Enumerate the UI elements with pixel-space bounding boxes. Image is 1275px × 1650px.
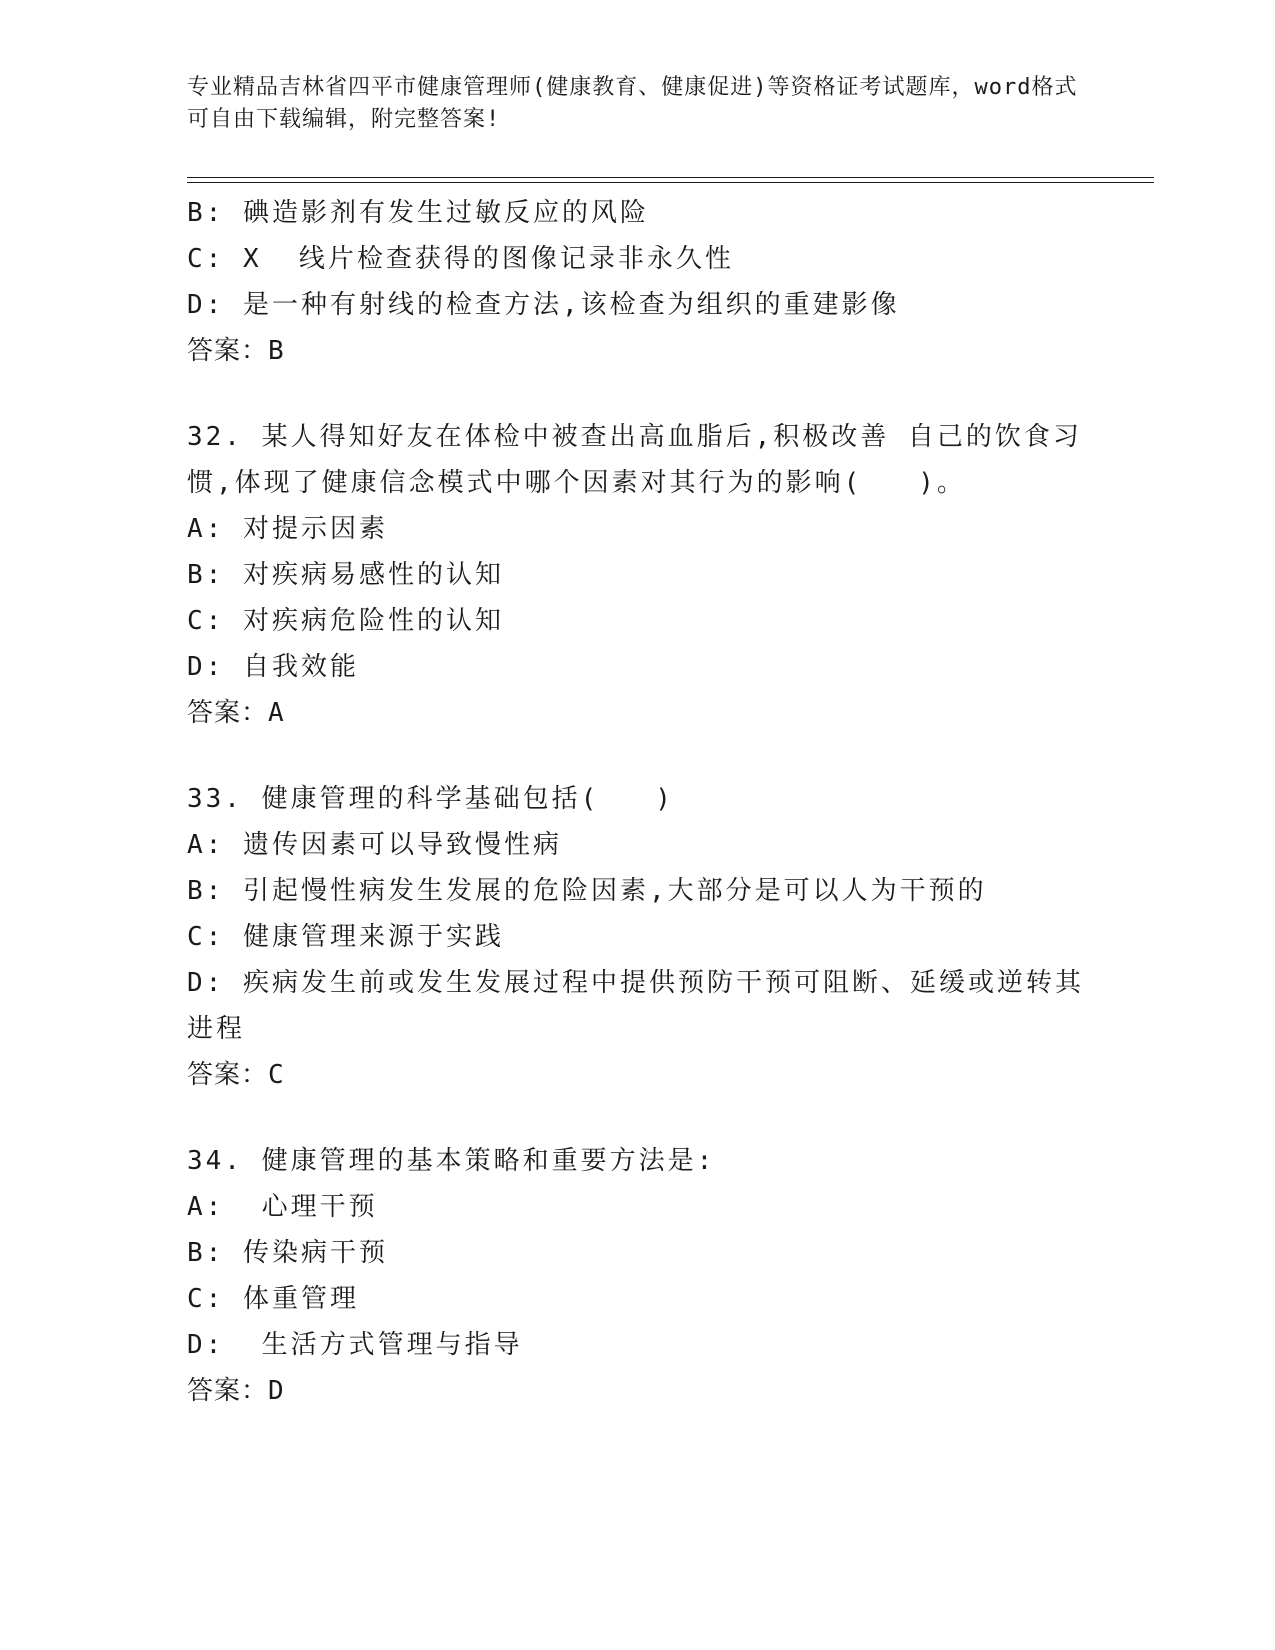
option-c: C: 对疾病危险性的认知 — [187, 606, 504, 636]
option-d: D: 是一种有射线的检查方法,该检查为组织的重建影像 — [187, 290, 900, 320]
question-33 — [187, 776, 1087, 1098]
option-d: D: 自我效能 — [187, 652, 359, 682]
document-header: 专业精品吉林省四平市健康管理师(健康教育、健康促进)等资格证考试题库，word格式可自由下载编辑，附完整答案! — [187, 75, 1078, 132]
option-b: B: 碘造影剂有发生过敏反应的风险 — [187, 198, 649, 228]
answer: 答案：A — [187, 698, 285, 728]
header-rule-top — [187, 177, 1154, 178]
option-a: A: 对提示因素 — [187, 514, 388, 544]
answer: 答案：D — [187, 1376, 285, 1406]
question-31-continued — [187, 190, 1087, 374]
option-a: A: 心理干预 — [187, 1192, 378, 1222]
question-34 — [187, 1138, 1087, 1414]
header-rule-bottom — [187, 182, 1154, 183]
answer: 答案：B — [187, 336, 285, 366]
option-d: D: 生活方式管理与指导 — [187, 1330, 523, 1360]
option-c: C: X 线片检查获得的图像记录非永久性 — [187, 244, 734, 274]
question-stem: 32. 某人得知好友在体检中被查出高血脂后,积极改善 自己的饮食习惯,体现了健康信念模式中哪个因素对其行为的影响( )。 — [187, 422, 1082, 498]
question-stem: 34. 健康管理的基本策略和重要方法是: — [187, 1146, 716, 1176]
question-32 — [187, 414, 1087, 736]
answer: 答案：C — [187, 1060, 285, 1090]
option-b: B: 引起慢性病发生发展的危险因素,大部分是可以人为干预的 — [187, 876, 987, 906]
option-c: C: 健康管理来源于实践 — [187, 922, 504, 952]
option-d: D: 疾病发生前或发生发展过程中提供预防干预可阻断、延缓或逆转其进程 — [187, 968, 1084, 1044]
question-stem: 33. 健康管理的科学基础包括( ) — [187, 784, 674, 814]
option-c: C: 体重管理 — [187, 1284, 359, 1314]
option-a: A: 遗传因素可以导致慢性病 — [187, 830, 562, 860]
option-b: B: 传染病干预 — [187, 1238, 388, 1268]
question-content — [187, 190, 1087, 1414]
option-b: B: 对疾病易感性的认知 — [187, 560, 504, 590]
